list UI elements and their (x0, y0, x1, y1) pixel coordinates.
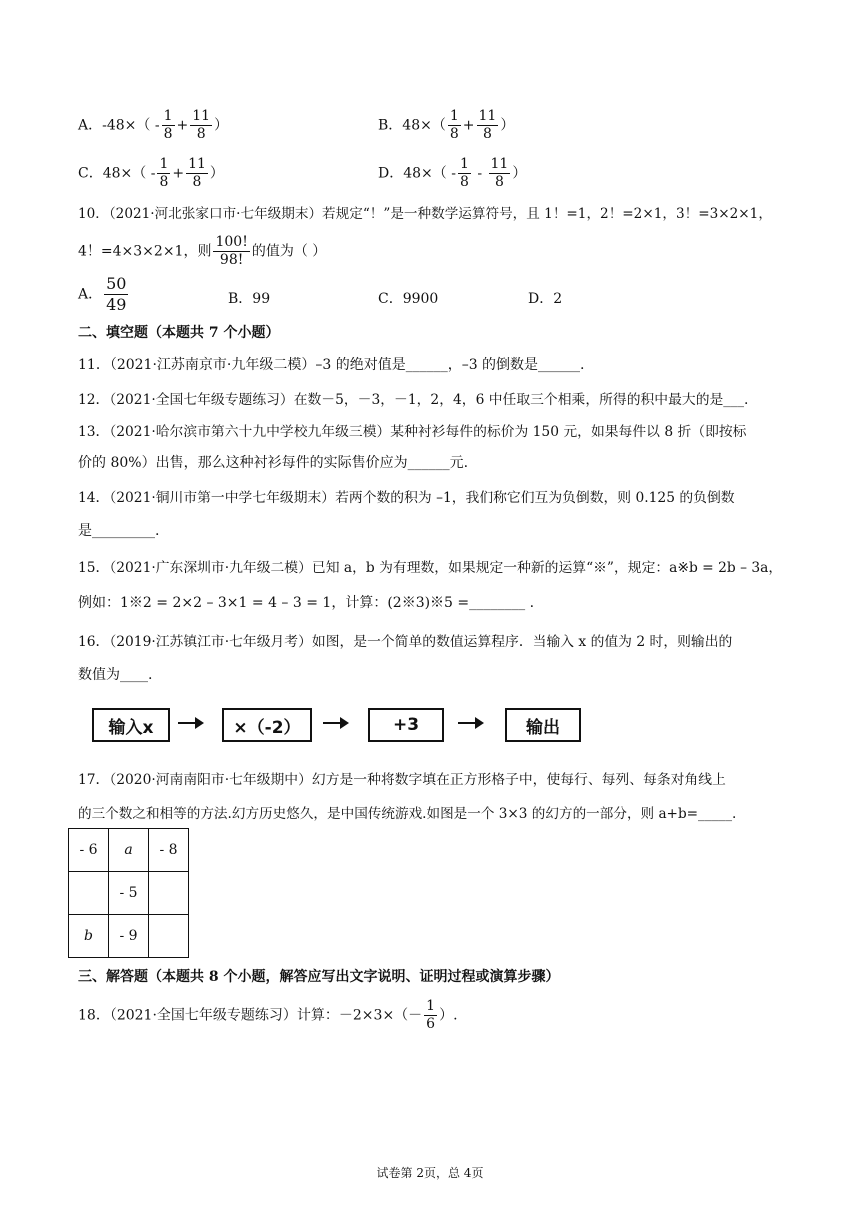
fraction: $\frac{11}{8}$ (490, 156, 509, 190)
magic-square-table (68, 828, 189, 958)
section-heading: 二、填空题（本题共 7 个小题） (78, 325, 280, 341)
q9-option-b: B．48×（ $\frac{1}{8}$ + $\frac{11}{8}$ ） (378, 108, 515, 142)
fraction: $\frac{1}{8}$ (459, 156, 469, 190)
table-cell: - 8 (149, 829, 189, 872)
q10-line1: 10．（2021·河北张家口市·七年级期末）若规定“！”是一种数学运算符号，且 1！=1，2！=2×1，3！=3×2×1， (78, 206, 772, 222)
question-14-line2: 是_________. (78, 523, 160, 539)
q10-line2: 4！=4×3×2×1，则 $\frac{100!}{98!}$ 的值为（ ） (78, 234, 327, 268)
page-footer: 试卷第 2页，总 4页 (376, 1166, 484, 1180)
question-12: 12．（2021·全国七年级专题练习）在数－5，－3，－1，2，4，6 中任取三个相乘，所得的积中最大的是___. (78, 392, 749, 408)
table-row (69, 829, 189, 872)
q10-option-d: D．2 (528, 291, 563, 307)
flow-add-box: +3 (368, 708, 444, 742)
table-cell: - 9 (109, 915, 149, 958)
flow-input-box: 输入x (92, 708, 170, 742)
fraction: $\frac{1}{8}$ (449, 108, 459, 142)
fraction: $\frac{50}{49}$ (106, 274, 127, 314)
question-16-line1: 16．（2019·江苏镇江市·七年级月考）如图，是一个简单的数值运算程序．当输入 x 的值为 2 时，则输出的 (78, 634, 733, 650)
question-18: 18．（2021·全国七年级专题练习）计算：－2×3×（－ $\frac{1}{6}$ ）. (78, 998, 458, 1032)
fraction: $\frac{1}{6}$ (426, 998, 436, 1032)
arrow-icon (323, 722, 347, 724)
fraction: $\frac{100!}{98!}$ (215, 234, 248, 268)
q9-option-a: A．-48×（ - $\frac{1}{8}$ + $\frac{11}{8}$ ） (78, 108, 229, 142)
q10-option-a: A． $\frac{50}{49}$ (78, 274, 127, 314)
table-cell: b (69, 915, 109, 958)
question-13-line2: 价的 80%）出售，那么这种衬衫每件的实际售价应为______元. (78, 455, 469, 471)
table-cell: - 6 (69, 829, 109, 872)
fraction: $\frac{1}{8}$ (159, 156, 169, 190)
question-17-line1: 17．（2020·河南南阳市·七年级期中）幻方是一种将数字填在正方形格子中，使每行、每列、每条对角线上 (78, 772, 726, 788)
table-cell (149, 915, 189, 958)
question-13-line1: 13．（2021·哈尔滨市第六十九中学校九年级三模）某种衬衫每件的标价为 150 元，如果每件以 8 折（即按标 (78, 424, 747, 440)
question-11: 11．（2021·江苏南京市·九年级二模）–3 的绝对值是______，–3 的倒数是______. (78, 357, 585, 373)
table-cell: a (109, 829, 149, 872)
flow-output-box: 输出 (505, 708, 581, 742)
table-cell: - 5 (109, 872, 149, 915)
fraction: $\frac{11}{8}$ (188, 156, 206, 190)
question-15-line2: 例如：1※2 = 2×2 – 3×1 = 4 – 3 = 1，计算：(2※3)※5 =________ . (78, 595, 535, 611)
arrow-icon (178, 722, 202, 724)
q10-option-b: B．99 (228, 291, 271, 307)
fraction: $\frac{11}{8}$ (192, 108, 211, 142)
table-cell (149, 872, 189, 915)
fraction: $\frac{1}{8}$ (163, 108, 173, 142)
arrow-icon (458, 722, 482, 724)
q9-option-d: D．48×（ - $\frac{1}{8}$ - $\frac{11}{8}$ ） (378, 156, 527, 190)
q9-option-c: C．48×（ - $\frac{1}{8}$ + $\frac{11}{8}$ ） (78, 156, 224, 190)
question-14-line1: 14．（2021·铜川市第一中学七年级期末）若两个数的积为 –1，我们称它们互为负倒数，则 0.125 的负倒数 (78, 490, 735, 506)
q10-option-c: C．9900 (378, 291, 439, 307)
flow-multiply-box: ×（-2） (222, 708, 312, 742)
fraction: $\frac{11}{8}$ (478, 108, 497, 142)
section-heading: 三、解答题（本题共 8 个小题，解答应写出文字说明、证明过程或演算步骤） (78, 969, 560, 985)
table-row (69, 915, 189, 958)
question-15-line1: 15．（2021·广东深圳市·九年级二模）已知 a，b 为有理数，如果规定一种新的运算“※”，规定：a※b = 2b – 3a， (78, 560, 783, 576)
question-16-line2: 数值为____. (78, 667, 153, 683)
table-cell (69, 872, 109, 915)
question-17-line2: 的三个数之和相等的方法.幻方历史悠久，是中国传统游戏.如图是一个 3×3 的幻方的一部分，则 a+b=_____. (78, 806, 737, 822)
table-row (69, 872, 189, 915)
